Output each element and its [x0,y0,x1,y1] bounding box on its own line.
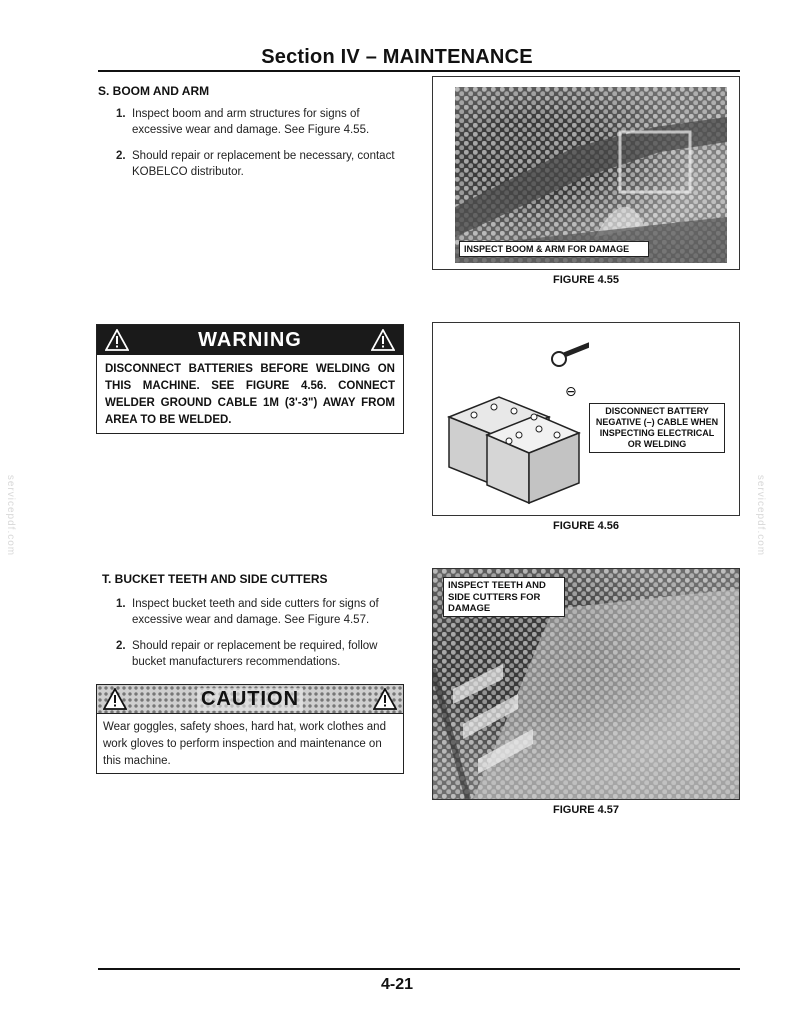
inspect-teeth-callout: INSPECT TEETH AND SIDE CUTTERS FOR DAMAGE [443,577,565,617]
figure-4-56-frame [432,322,740,516]
figure-4-56-caption: FIGURE 4.56 [552,520,620,532]
caution-box [96,684,404,774]
list-item [116,596,406,628]
caution-header [97,685,403,714]
step-number: 1. [116,598,126,610]
page-title: Section IV – MAINTENANCE [261,46,533,68]
caution-triangle-icon [373,688,397,710]
section-heading-bucket-teeth: T. BUCKET TEETH AND SIDE CUTTERS [102,572,328,586]
list-item [116,106,406,138]
step-text: Inspect bucket teeth and side cutters for signs of excessive wear and damage. See Figure 4.57. [132,598,379,626]
list-item [116,638,406,670]
list-item [116,148,406,180]
warning-text: DISCONNECT BATTERIES BEFORE WELDING ON THIS MACHINE. SEE FIGURE 4.56. CONNECT WELDER GROUND CABLE 1M (3'-3") AWAY FROM AREA TO BE WELDED. [105,363,395,426]
caution-title: CAUTION [197,688,303,711]
figure-4-55-frame [432,76,740,270]
inspect-boom-arm-callout: INSPECT BOOM & ARM FOR DAMAGE [459,241,649,257]
caution-text: Wear goggles, safety shoes, hard hat, work clothes and work gloves to perform inspection and maintenance on this machine. [103,721,386,767]
step-text: Should repair or replacement be required, follow bucket manufacturers recommendations. [132,640,378,668]
step-number: 1. [116,108,126,120]
negative-terminal-icon: ⊖ [565,383,577,399]
figure-4-57-caption: FIGURE 4.57 [552,804,620,816]
watermark-left: servicepdf.com [5,474,17,557]
step-text: Inspect boom and arm structures for signs of excessive wear and damage. See Figure 4.55. [132,108,370,136]
warning-triangle-icon [105,329,129,351]
footer-divider [98,968,740,970]
warning-header [97,325,403,355]
disconnect-battery-callout: DISCONNECT BATTERY NEGATIVE (–) CABLE WHEN INSPECTING ELECTRICAL OR WELDING [589,403,725,453]
battery-illustration [439,337,589,513]
figure-4-55-caption: FIGURE 4.55 [552,274,620,286]
boom-arm-steps [116,106,406,190]
warning-box [96,324,404,434]
page-number: 4-21 [380,976,414,993]
header-divider [98,70,740,72]
warning-triangle-icon [371,329,395,351]
boom-arm-photo [455,87,727,263]
bucket-teeth-steps [116,596,406,680]
excavator-illustration [455,87,727,263]
figure-4-57-frame [432,568,740,800]
section-heading-boom-arm: S. BOOM AND ARM [98,84,210,98]
step-number: 2. [116,150,126,162]
step-text: Should repair or replacement be necessary, contact KOBELCO distributor. [132,150,395,178]
caution-triangle-icon [103,688,127,710]
step-number: 2. [116,640,126,652]
watermark-right: servicepdf.com [755,474,767,557]
warning-title: WARNING [198,328,302,351]
